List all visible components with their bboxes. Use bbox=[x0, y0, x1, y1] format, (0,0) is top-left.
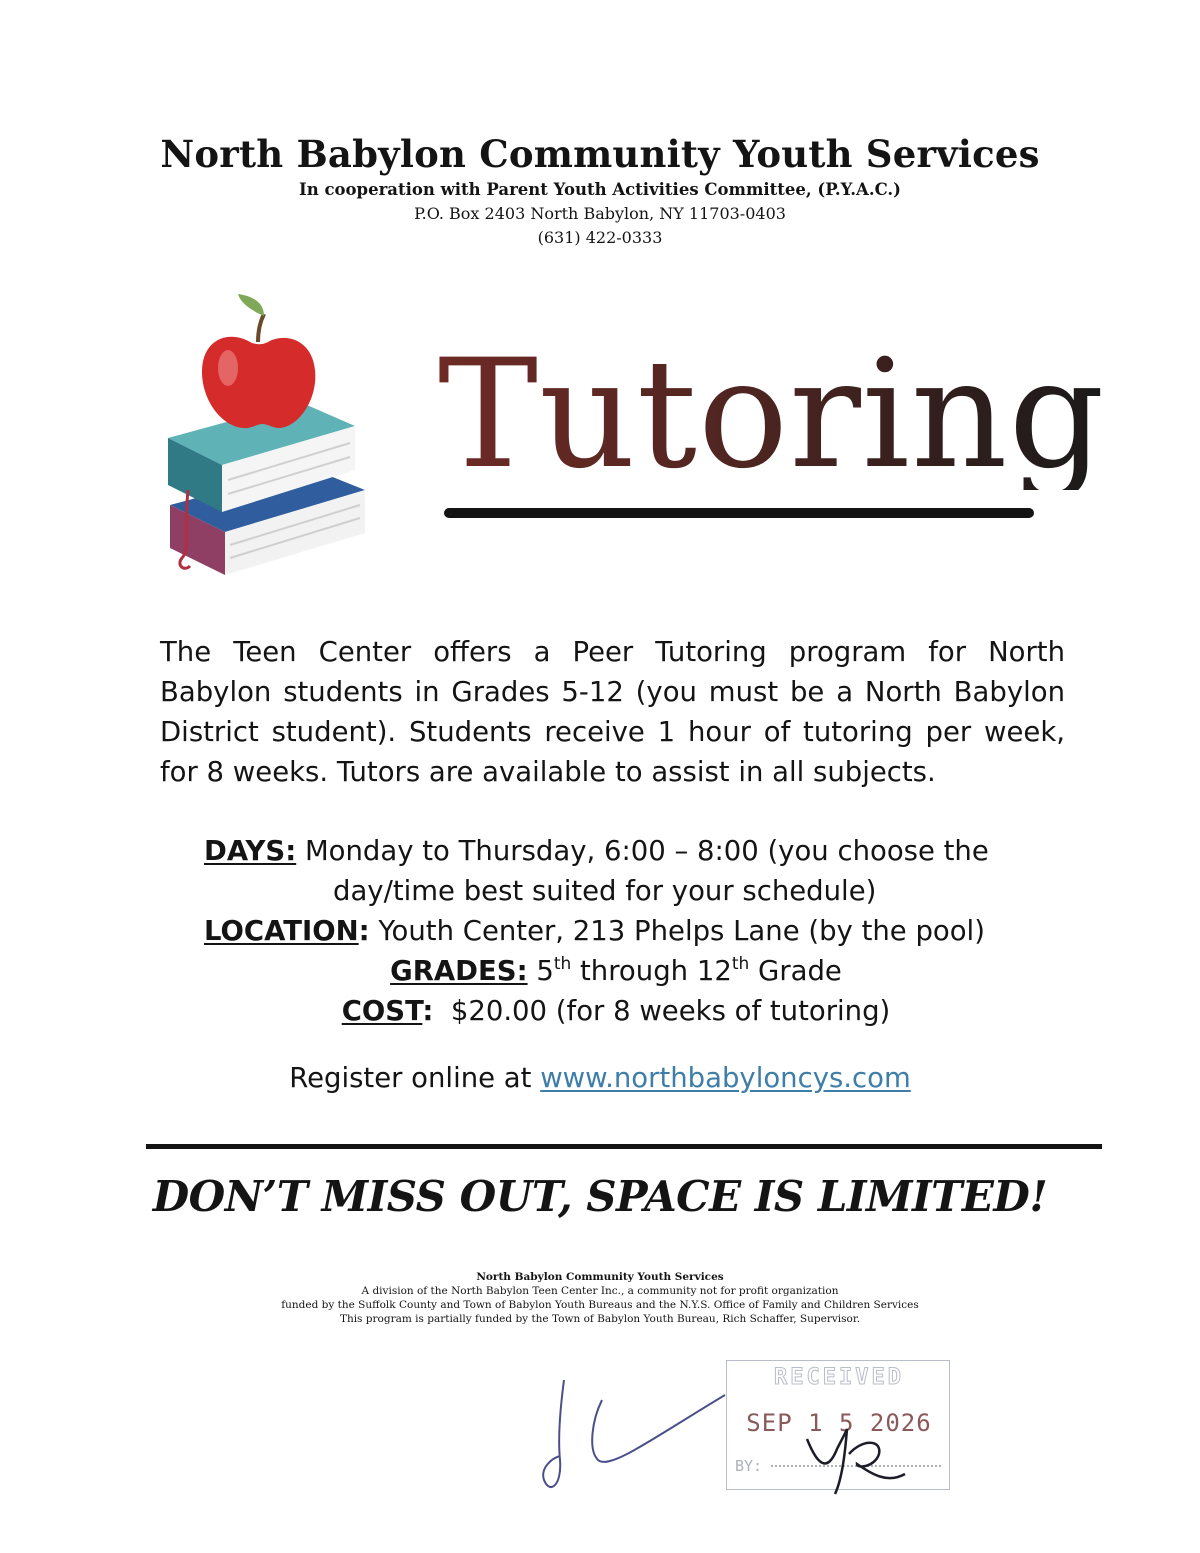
grades-from: 5 bbox=[536, 955, 554, 987]
cost-value: $20.00 (for 8 weeks of tutoring) bbox=[450, 995, 891, 1027]
location-value: Youth Center, 213 Phelps Lane (by the pool) bbox=[378, 915, 985, 947]
signature-icon bbox=[530, 1360, 730, 1500]
initials-icon bbox=[787, 1409, 907, 1499]
stamp-date: SEP 1 5 2026 bbox=[746, 1409, 932, 1437]
grades-row bbox=[0, 951, 1200, 991]
grades-mid: through 12 bbox=[571, 955, 732, 987]
title-underline bbox=[444, 508, 1034, 518]
register-text: Register online at bbox=[289, 1062, 541, 1094]
days-value-continued: day/time best suited for your schedule) bbox=[333, 875, 877, 907]
page-title: Tutoring bbox=[438, 328, 1106, 502]
call-to-action: DON’T MISS OUT, SPACE IS LIMITED! bbox=[152, 1172, 1048, 1221]
stamp-by-label: BY: bbox=[735, 1457, 763, 1475]
cost-row bbox=[0, 991, 1200, 1031]
address-line: P.O. Box 2403 North Babylon, NY 11703-0403 bbox=[414, 204, 786, 223]
days-label: DAYS: bbox=[204, 835, 297, 867]
location-row bbox=[204, 911, 985, 951]
cost-label: COST bbox=[341, 995, 423, 1027]
cost-colon: : bbox=[422, 995, 434, 1027]
org-name: North Babylon Community Youth Services bbox=[160, 132, 1040, 176]
grades-label: GRADES: bbox=[390, 955, 528, 987]
grades-end: Grade bbox=[749, 955, 842, 987]
location-colon: : bbox=[358, 915, 370, 947]
apple-on-books-icon bbox=[150, 290, 390, 590]
grades-from-suffix: th bbox=[553, 954, 572, 974]
location-label: LOCATION bbox=[204, 915, 359, 947]
footer-line-2: A division of the North Babylon Teen Center Inc., a community not for profit organization bbox=[361, 1285, 839, 1297]
cooperation-line: In cooperation with Parent Youth Activities Committee, (P.Y.A.C.) bbox=[299, 180, 901, 199]
footer-line-1: North Babylon Community Youth Services bbox=[476, 1271, 724, 1283]
register-row bbox=[0, 1062, 1200, 1094]
phone-line: (631) 422-0333 bbox=[537, 228, 663, 247]
section-divider bbox=[146, 1144, 1102, 1149]
footer-line-3: funded by the Suffolk County and Town of Babylon Youth Bureaus and the N.Y.S. Office of Family and Children Services bbox=[281, 1299, 919, 1311]
grades-to-suffix: th bbox=[731, 954, 750, 974]
intro-paragraph: The Teen Center offers a Peer Tutoring program for North Babylon students in Grades 5-12 (you must be a North Babylon District student). Students receive 1 hour of tutoring per week, for 8 weeks. Tutors are available to assist in all subjects. bbox=[160, 636, 1065, 788]
days-row bbox=[204, 831, 989, 871]
stamp-heading: RECEIVED bbox=[774, 1365, 904, 1390]
footer-line-4: This program is partially funded by the Town of Babylon Youth Bureau, Rich Schaffer, Supervisor. bbox=[339, 1313, 861, 1325]
received-stamp bbox=[726, 1360, 950, 1490]
register-link[interactable]: www.northbabyloncys.com bbox=[540, 1062, 911, 1094]
days-value: Monday to Thursday, 6:00 – 8:00 (you choose the bbox=[304, 835, 989, 867]
